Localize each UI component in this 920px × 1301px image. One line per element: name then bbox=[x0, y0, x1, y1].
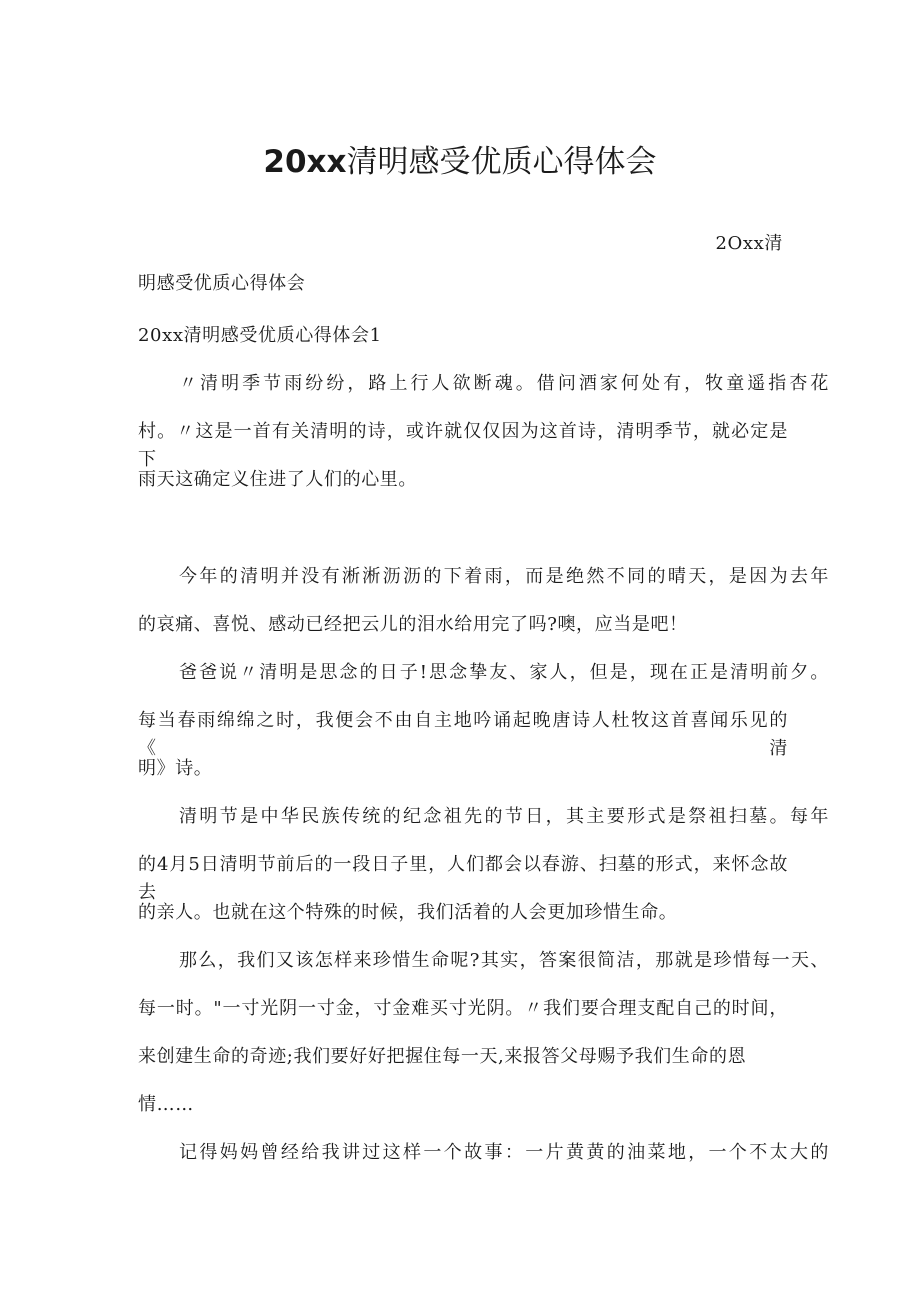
paragraph-line: 爸爸说〃清明是思念的日子!思念挚友、家人，但是，现在正是清明前夕。 bbox=[179, 662, 829, 683]
paragraph-line: 那么，我们又该怎样来珍惜生命呢?其实，答案很简洁，那就是珍惜每一天、 bbox=[179, 950, 829, 971]
subtitle-line-2: 明感受优质心得体会 bbox=[138, 273, 306, 294]
paragraph-line: 清明节是中华民族传统的纪念祖先的节日，其主要形式是祭祖扫墓。每年 bbox=[179, 806, 829, 827]
paragraph-line: 每一时。"一寸光阴一寸金，寸金难买寸光阴。〃我们要合理支配自己的时间， bbox=[138, 998, 788, 1019]
paragraph-line: 记得妈妈曾经给我讲过这样一个故事：一片黄黄的油菜地，一个不太大的 bbox=[179, 1142, 829, 1163]
paragraph-line: 今年的清明并没有淅淅沥沥的下着雨，而是绝然不同的晴天，是因为去年 bbox=[179, 566, 829, 587]
paragraph-line: 情…… bbox=[138, 1094, 194, 1115]
paragraph-line: 〃清明季节雨纷纷，路上行人欲断魂。借问酒家何处有，牧童遥指杏花 bbox=[179, 373, 829, 394]
subtitle-line-1: 2Oxx清 bbox=[715, 233, 783, 254]
paragraph-line: 每当春雨绵绵之时，我便会不由自主地吟诵起晚唐诗人杜牧这首喜闻乐见的《清 bbox=[138, 710, 788, 759]
paragraph-line: 来创建生命的奇迹;我们要好好把握住每一天,来报答父母赐予我们生命的恩 bbox=[138, 1046, 747, 1067]
document-title bbox=[0, 140, 920, 184]
title-text: 清明感受优质心得体会 bbox=[346, 144, 657, 180]
paragraph-line: 的4月5日清明节前后的一段日子里，人们都会以春游、扫墓的形式，来怀念故去 bbox=[138, 854, 788, 903]
paragraph-line: 雨天这确定义住进了人们的心里。 bbox=[138, 469, 417, 490]
paragraph-line: 村。〃这是一首有关清明的诗，或许就仅仅因为这首诗，清明季节，就必定是下 bbox=[138, 421, 788, 470]
title-year: 20xx bbox=[263, 144, 347, 180]
paragraph-line: 的亲人。也就在这个特殊的时候，我们活着的人会更加珍惜生命。 bbox=[138, 902, 678, 923]
section-heading: 20xx清明感受优质心得体会1 bbox=[138, 325, 382, 346]
paragraph-line: 的哀痛、喜悦、感动已经把云儿的泪水给用完了吗?噢，应当是吧！ bbox=[138, 614, 688, 635]
paragraph-line: 明》诗。 bbox=[138, 758, 213, 779]
